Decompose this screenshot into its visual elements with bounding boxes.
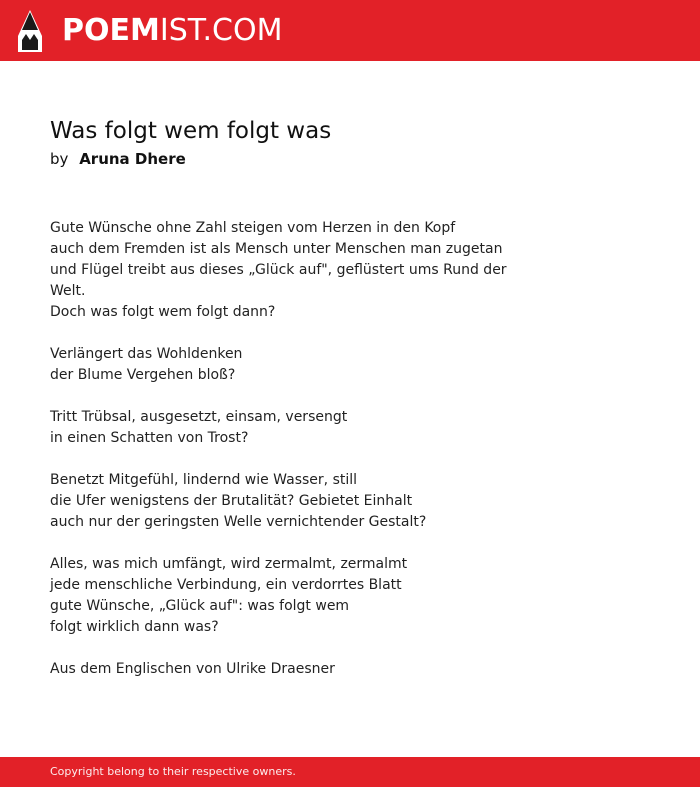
brand-light: IST.COM [159, 13, 283, 48]
stanza [50, 554, 510, 638]
stanza [50, 470, 510, 533]
by-label: by [50, 150, 69, 168]
poem-line: Alles, was mich umfängt, wird zermalmt, zermalmt [50, 556, 408, 572]
poem-line: Verlängert das Wohldenken [50, 346, 243, 362]
author-name[interactable]: Aruna Dhere [79, 150, 186, 168]
poem-line: in einen Schatten von Trost? [50, 430, 249, 446]
byline [50, 148, 186, 170]
poem-line: und Flügel treibt aus dieses „Glück auf", geflüstert ums Rund der Welt. [50, 262, 507, 299]
poem-line: Gute Wünsche ohne Zahl steigen vom Herzen in den Kopf [50, 220, 456, 236]
poem-line: Doch was folgt wem folgt dann? [50, 304, 276, 320]
translator-note: Aus dem Englischen von Ulrike Draesner [50, 661, 335, 677]
site-footer [0, 757, 700, 787]
poem-line: jede menschliche Verbindung, ein verdorrtes Blatt [50, 577, 402, 593]
site-logo-text[interactable] [62, 13, 282, 49]
brand-bold: POEM [62, 13, 160, 48]
poem-line: Benetzt Mitgefühl, lindernd wie Wasser, still [50, 472, 358, 488]
stanza [50, 344, 510, 386]
poem-title: Was folgt wem folgt was [50, 118, 332, 144]
copyright-text: Copyright belong to their respective owners. [50, 765, 296, 778]
poem-line: der Blume Vergehen bloß? [50, 367, 236, 383]
pencil-icon[interactable] [18, 10, 42, 52]
site-header [0, 0, 700, 61]
stanza [50, 407, 510, 449]
stanza [50, 218, 510, 323]
poem-line: die Ufer wenigstens der Brutalität? Gebietet Einhalt [50, 493, 413, 509]
poem-line: auch nur der geringsten Welle vernichtender Gestalt? [50, 514, 427, 530]
poem-line: Tritt Trübsal, ausgesetzt, einsam, versengt [50, 409, 348, 425]
poem-line: folgt wirklich dann was? [50, 619, 219, 635]
poem-body [50, 218, 510, 659]
poem-line: auch dem Fremden ist als Mensch unter Menschen man zugetan [50, 241, 503, 257]
poem-line: gute Wünsche, „Glück auf": was folgt wem [50, 598, 350, 614]
